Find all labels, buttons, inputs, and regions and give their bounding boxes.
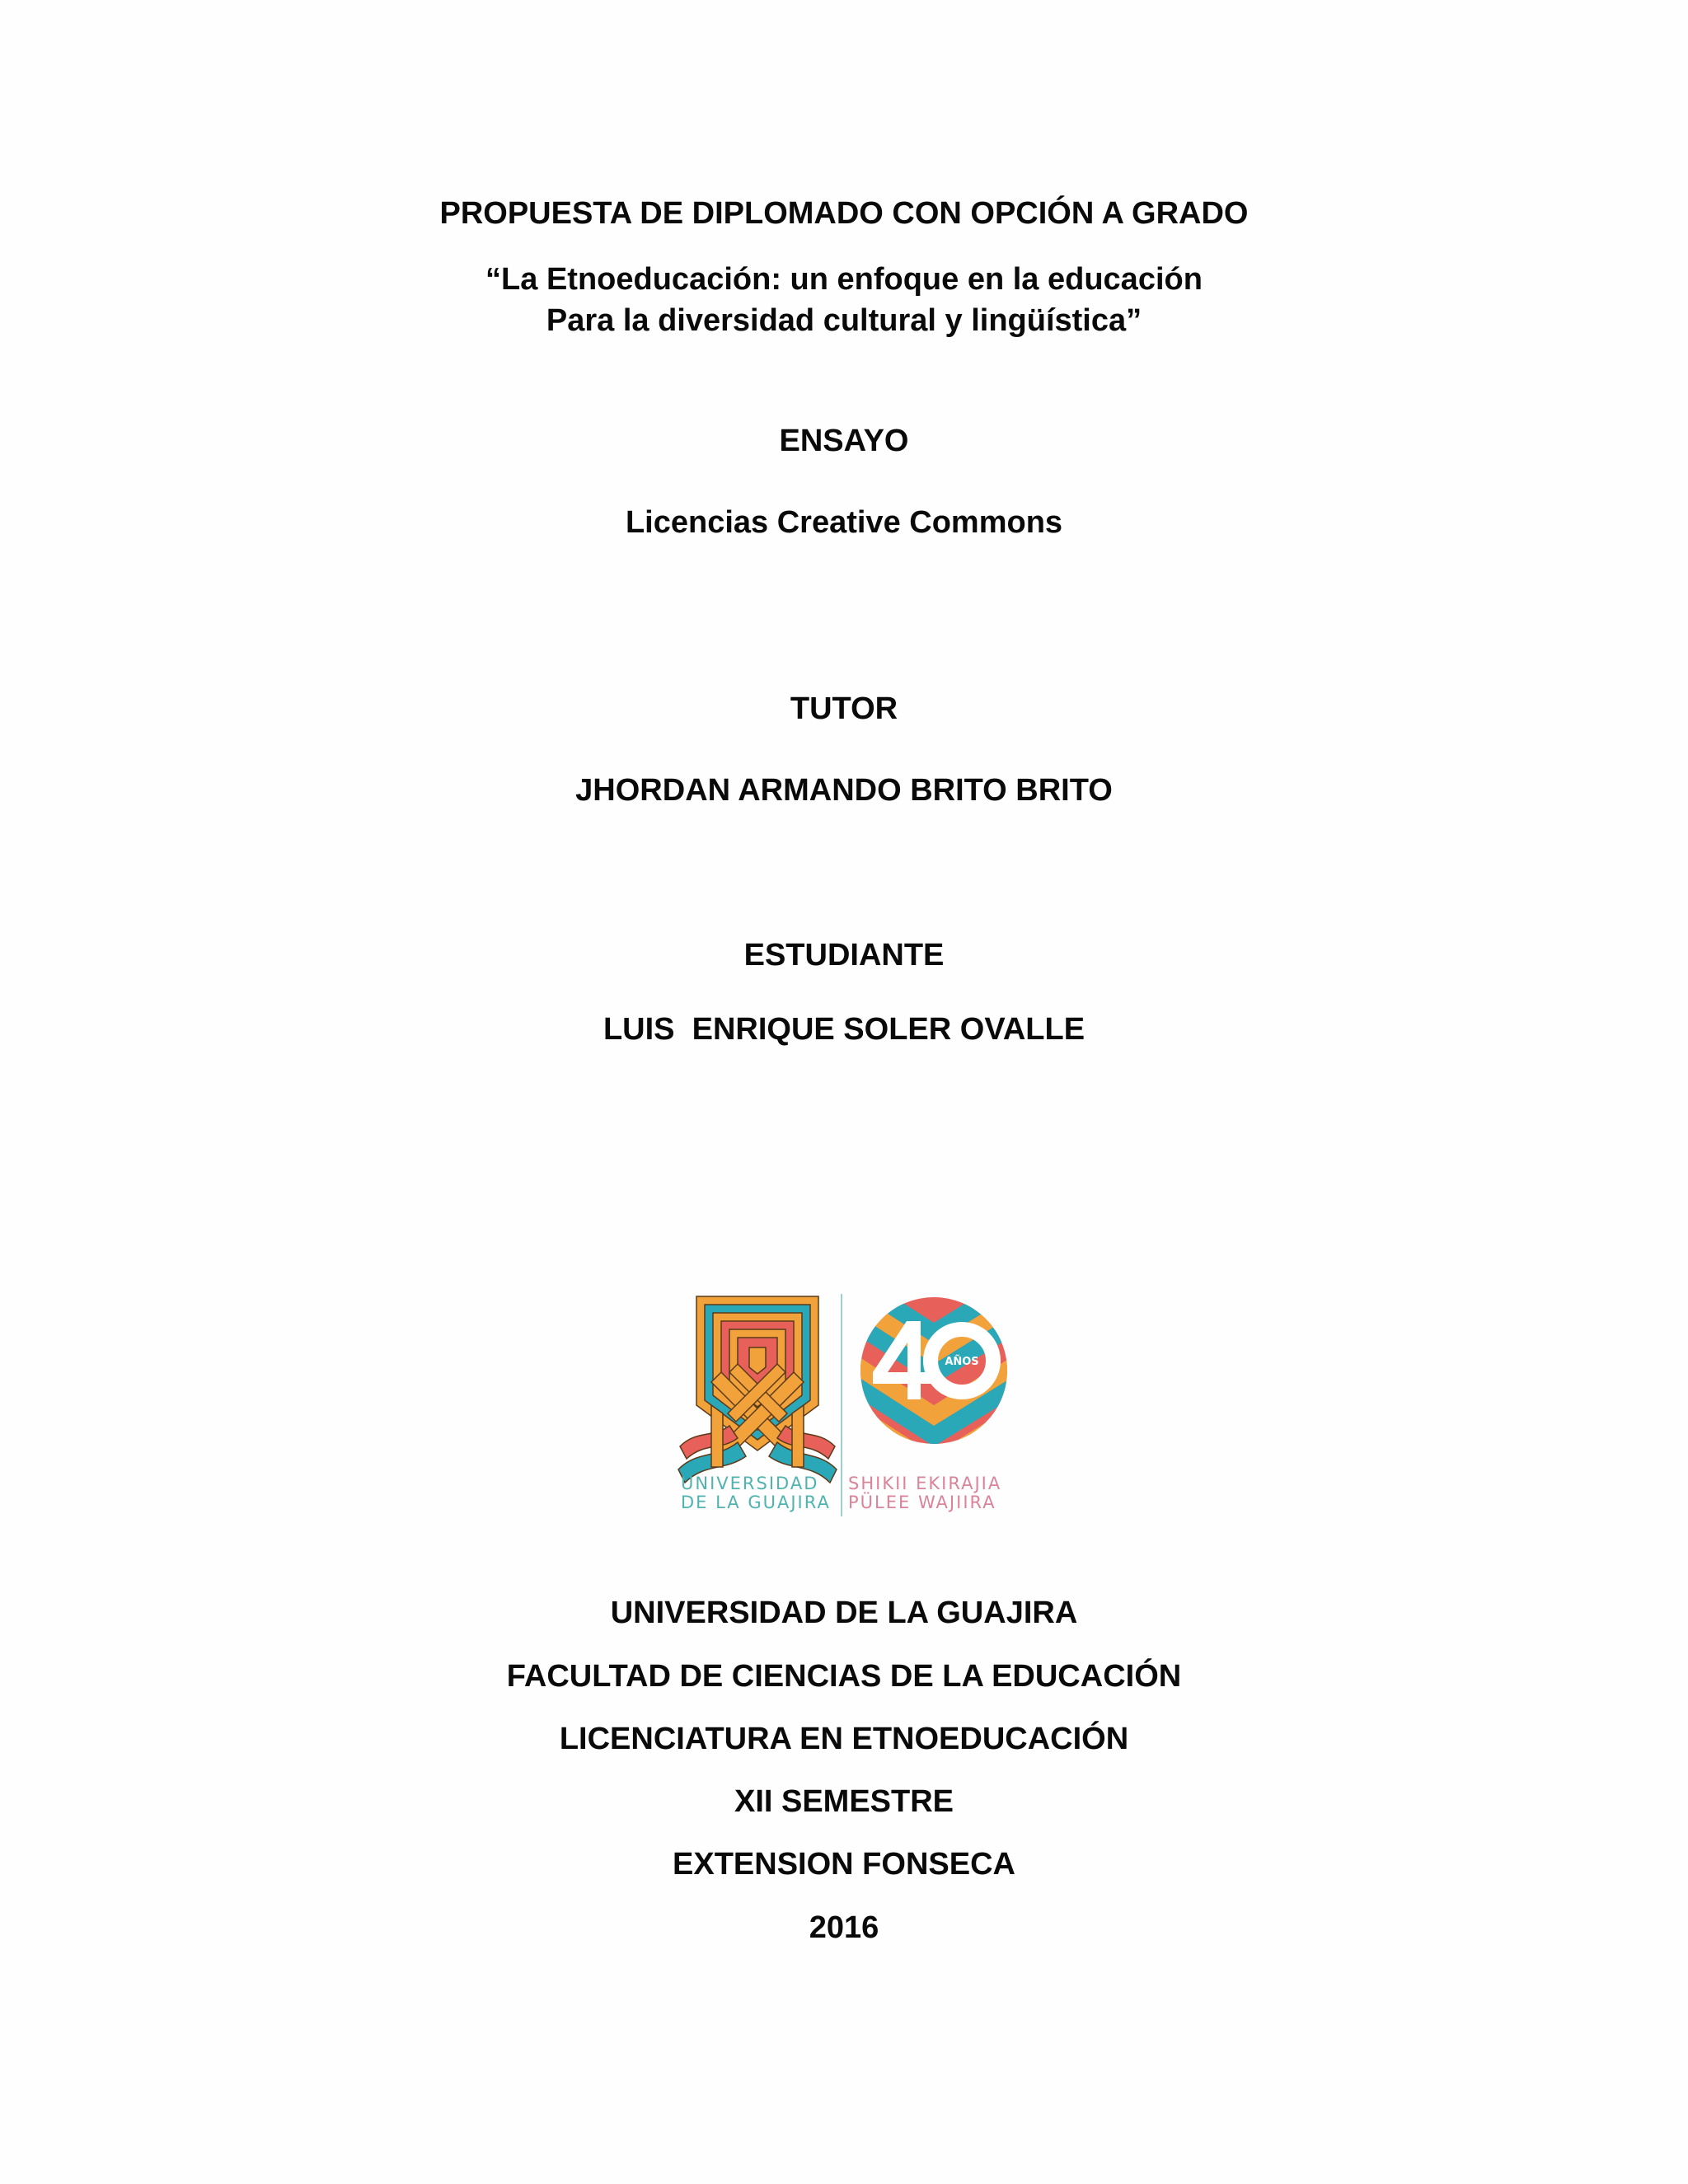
logo-text-wayuunaiki: [848, 1474, 1001, 1512]
semester: XII SEMESTRE: [734, 1784, 954, 1819]
essay-title-line2: Para la diversidad cultural y lingüística”: [546, 303, 1142, 338]
student-name: LUIS ENRIQUE SOLER OVALLE: [603, 1012, 1085, 1047]
essay-title-line1: “La Etnoeducación: un enfoque en la educación: [485, 262, 1203, 297]
university-name: UNIVERSIDAD DE LA GUAJIRA: [610, 1596, 1078, 1630]
document-topic: Licencias Creative Commons: [625, 505, 1063, 540]
logo-text-spanish: [681, 1474, 831, 1512]
document-type: ENSAYO: [779, 424, 909, 458]
program-name: LICENCIATURA EN ETNOEDUCACIÓN: [559, 1722, 1129, 1756]
badge-label: AÑOS: [945, 1356, 979, 1368]
tutor-name: JHORDAN ARMANDO BRITO BRITO: [575, 773, 1113, 808]
logo-text-line: PÜLEE WAJIIRA: [848, 1493, 996, 1512]
year: 2016: [809, 1910, 879, 1945]
logo-text-line: SHIKII EKIRAJIA: [848, 1474, 1002, 1493]
logo-text-line: UNIVERSIDAD: [681, 1474, 819, 1493]
faculty-name: FACULTAD DE CIENCIAS DE LA EDUCACIÓN: [506, 1659, 1182, 1694]
student-label: ESTUDIANTE: [743, 938, 945, 972]
campus-extension: EXTENSION FONSECA: [673, 1847, 1015, 1882]
university-logo: [672, 1282, 1018, 1529]
tutor-label: TUTOR: [790, 691, 898, 726]
proposal-title: PROPUESTA DE DIPLOMADO CON OPCIÓN A GRADO: [439, 196, 1249, 231]
logo-text-line: DE LA GUAJIRA: [681, 1493, 831, 1512]
